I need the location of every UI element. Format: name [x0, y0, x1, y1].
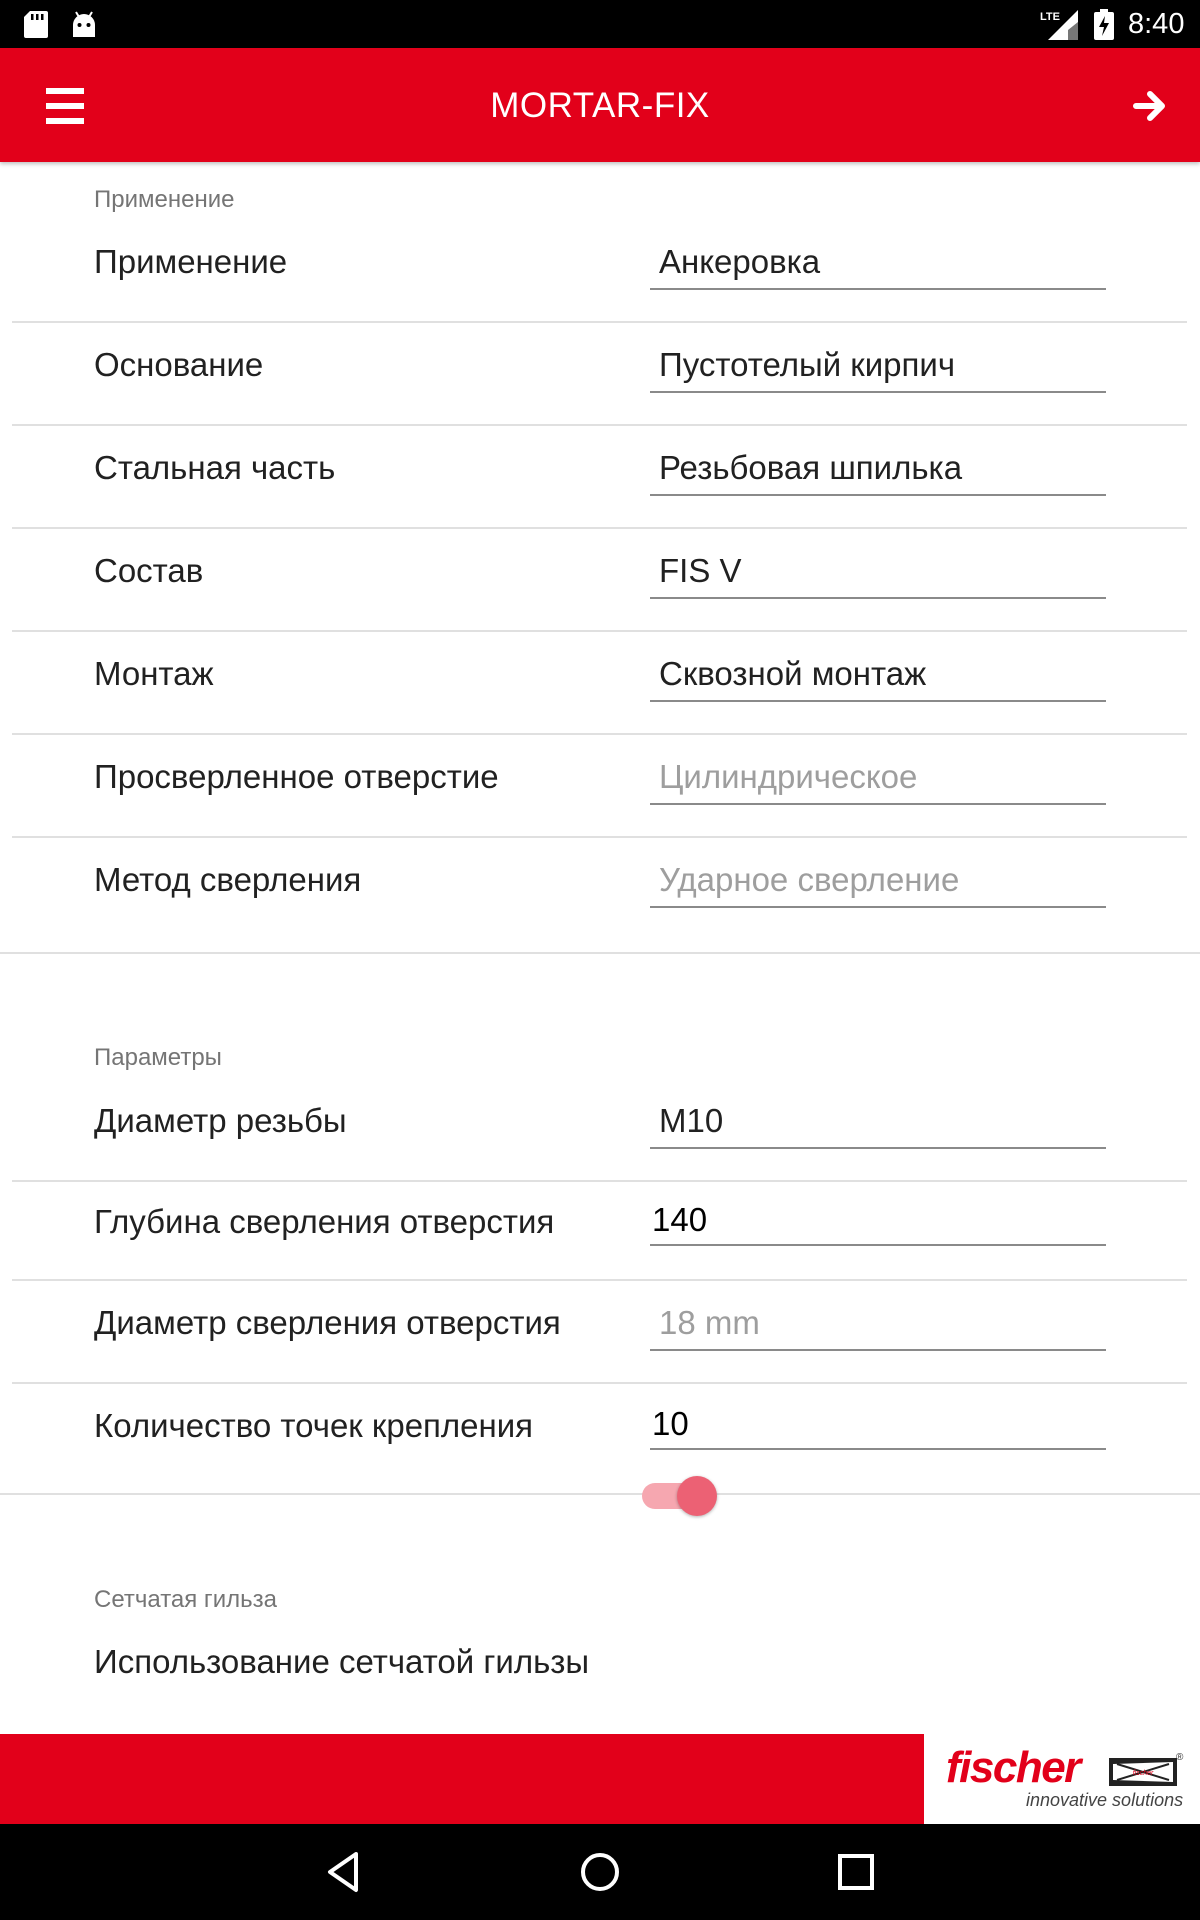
drill-depth-input[interactable]: [650, 1200, 1106, 1246]
row-thread-diameter[interactable]: [12, 1079, 1187, 1182]
toggle-thumb: [677, 1476, 717, 1516]
row-fixing-points[interactable]: [12, 1384, 1187, 1487]
row-label: Просверленное отверстие: [94, 758, 499, 795]
section-divider: [0, 952, 1200, 954]
sieve-sleeve-label: Использование сетчатой гильзы: [94, 1643, 590, 1680]
field-value: Сквозной монтаж: [659, 655, 927, 692]
row-application[interactable]: [12, 220, 1187, 323]
status-bar: [0, 0, 1200, 48]
recents-icon[interactable]: [830, 1846, 882, 1898]
form-content[interactable]: [0, 162, 1200, 1734]
battery-charging-icon: [1094, 9, 1114, 40]
field-value: Пустотелый кирпич: [659, 346, 956, 383]
sieve-sleeve-toggle[interactable]: [642, 1474, 716, 1516]
row-drill-diameter[interactable]: [12, 1281, 1187, 1384]
back-icon[interactable]: [318, 1846, 370, 1898]
home-icon[interactable]: [574, 1846, 626, 1898]
android-debug-icon: [70, 11, 98, 37]
section-header-sieve-sleeve: Сетчатая гильза: [94, 1586, 277, 1613]
row-label: Диаметр резьбы: [94, 1102, 347, 1139]
clock: 8:40: [1128, 8, 1185, 40]
field-value: Резьбовая шпилька: [659, 449, 963, 486]
brand-name: fischer: [946, 1743, 1080, 1792]
drill-hole-dropdown[interactable]: [650, 757, 1106, 805]
row-compound[interactable]: [12, 529, 1187, 632]
base-material-dropdown[interactable]: [650, 345, 1106, 393]
fixing-points-input[interactable]: [650, 1404, 1106, 1450]
application-dropdown[interactable]: [650, 242, 1106, 290]
field-value: 10: [652, 1405, 689, 1442]
section-header-application: Применение: [94, 186, 235, 213]
app-bar: [0, 48, 1200, 162]
row-label: Применение: [94, 243, 288, 280]
section-divider: [0, 1493, 1200, 1495]
field-value: M10: [659, 1102, 724, 1139]
row-label: Основание: [94, 346, 264, 383]
logo-mark-text: fischer: [1132, 1770, 1154, 1777]
fischer-logo: [924, 1734, 1200, 1824]
row-label: Монтаж: [94, 655, 214, 692]
fischer-logo-mark-icon: [1109, 1758, 1177, 1786]
brand-footer: [0, 1734, 1200, 1824]
field-value: 140: [652, 1201, 708, 1238]
compound-dropdown[interactable]: [650, 551, 1106, 599]
field-value: 18 mm: [659, 1304, 760, 1341]
field-value: Цилиндрическое: [659, 758, 918, 795]
thread-diameter-dropdown[interactable]: [650, 1101, 1106, 1149]
brand-tagline: innovative solutions: [1026, 1790, 1184, 1810]
lte-signal-icon: [1040, 8, 1078, 40]
field-value: Ударное сверление: [659, 861, 960, 898]
row-base-material[interactable]: [12, 323, 1187, 426]
section-header-parameters: Параметры: [94, 1044, 222, 1071]
row-label: Количество точек крепления: [94, 1407, 534, 1444]
field-value: Анкеровка: [659, 243, 821, 280]
sd-card-icon: [24, 11, 48, 38]
app-title: MORTAR-FIX: [490, 86, 710, 125]
installation-dropdown[interactable]: [650, 654, 1106, 702]
row-drill-hole[interactable]: [12, 735, 1187, 838]
row-label: Глубина сверления отверстия: [94, 1203, 555, 1240]
row-label: Стальная часть: [94, 449, 336, 486]
row-steel-part[interactable]: [12, 426, 1187, 529]
row-drill-depth[interactable]: [12, 1180, 1187, 1281]
system-nav-bar: [0, 1824, 1200, 1920]
drill-diameter-field: [650, 1303, 1106, 1351]
field-value: FIS V: [659, 552, 742, 589]
steel-part-dropdown[interactable]: [650, 448, 1106, 496]
row-drilling-method[interactable]: [12, 838, 1187, 941]
lte-label: LTE: [1040, 11, 1060, 23]
registered-mark: ®: [1176, 1752, 1184, 1763]
row-label: Состав: [94, 552, 204, 589]
arrow-right-icon[interactable]: [1120, 78, 1180, 134]
row-label: Метод сверления: [94, 861, 362, 898]
row-label: Диаметр сверления отверстия: [94, 1304, 561, 1341]
row-installation[interactable]: [12, 632, 1187, 735]
drilling-method-dropdown[interactable]: [650, 860, 1106, 908]
